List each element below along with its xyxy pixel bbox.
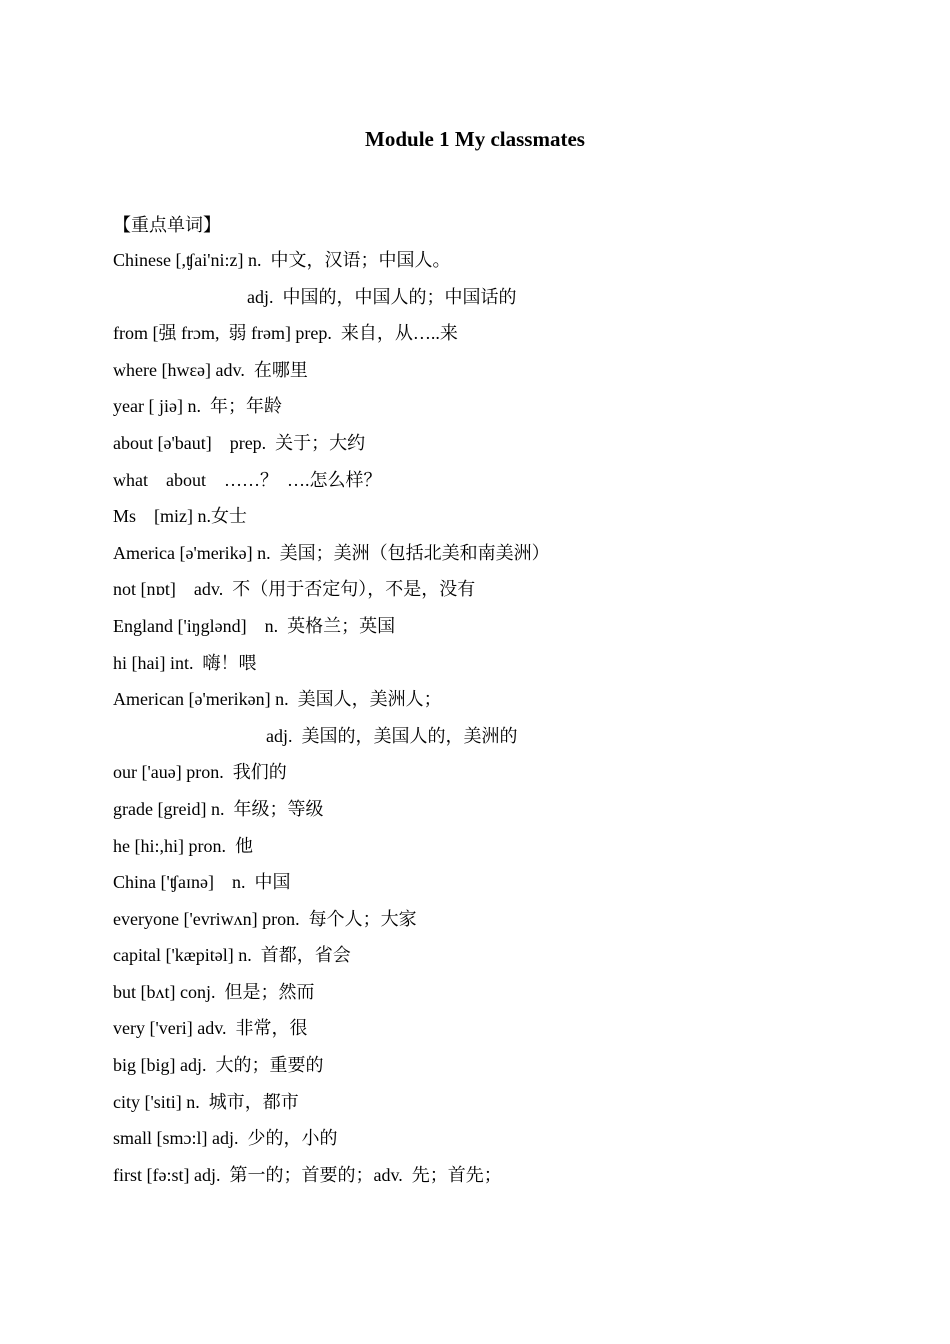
vocab-line: Ms [miz] n.女士 [113, 506, 247, 527]
vocab-line: England ['iŋglənd] n. 英格兰；英国 [113, 615, 396, 636]
section-heading: 【重点单词】 [113, 215, 221, 235]
vocab-line: American [ə'merikən] n. 美国人，美洲人； [113, 689, 442, 710]
vocab-line: city ['siti] n. 城市，都市 [113, 1091, 299, 1112]
vocab-line: hi [hai] int. 嗨！喂 [113, 652, 257, 673]
vocab-line: grade [greid] n. 年级；等级 [113, 798, 324, 819]
vocab-line: first [fə:st] adj. 第一的；首要的；adv. 先；首先； [113, 1164, 502, 1185]
vocab-line: what about ……？ ….怎么样？ [113, 469, 382, 490]
vocab-line: big [big] adj. 大的；重要的 [113, 1055, 324, 1076]
vocab-line: adj. 美国的，美国人的，美洲的 [266, 725, 518, 746]
vocab-line: China ['ʧaɪnə] n. 中国 [113, 872, 291, 893]
vocab-line: America [ə'merikə] n. 美国；美洲（包括北美和南美洲） [113, 542, 550, 563]
page-title: Module 1 My classmates [365, 127, 585, 151]
vocab-line: but [bʌt] conj. 但是；然而 [113, 981, 315, 1002]
vocab-line: about [ə'baut] prep. 关于；大约 [113, 432, 366, 453]
vocab-line: Chinese [,ʧai'ni:z] n. 中文，汉语；中国人。 [113, 250, 451, 270]
vocab-line: adj. 中国的，中国人的；中国话的 [247, 286, 517, 307]
vocab-line: our ['auə] pron. 我们的 [113, 762, 287, 783]
vocab-line: everyone ['evriwʌn] pron. 每个人；大家 [113, 908, 417, 929]
vocab-line: capital ['kæpitəl] n. 首都，省会 [113, 945, 351, 966]
vocab-line: not [nɒt] adv. 不（用于否定句），不是，没有 [113, 579, 476, 600]
vocab-line: year [ jiə] n. 年；年龄 [113, 396, 282, 417]
vocab-line: where [hwεə] adv. 在哪里 [113, 359, 308, 380]
vocab-line: he [hi:,hi] pron. 他 [113, 835, 253, 856]
vocab-line: very ['veri] adv. 非常，很 [113, 1018, 308, 1039]
vocab-line: small [smɔ:l] adj. 少的，小的 [113, 1128, 338, 1149]
vocabulary-list [113, 246, 893, 1197]
vocab-line: from [强 frɔm, 弱 frəm] prep. 来自，从…..来 [113, 323, 458, 344]
